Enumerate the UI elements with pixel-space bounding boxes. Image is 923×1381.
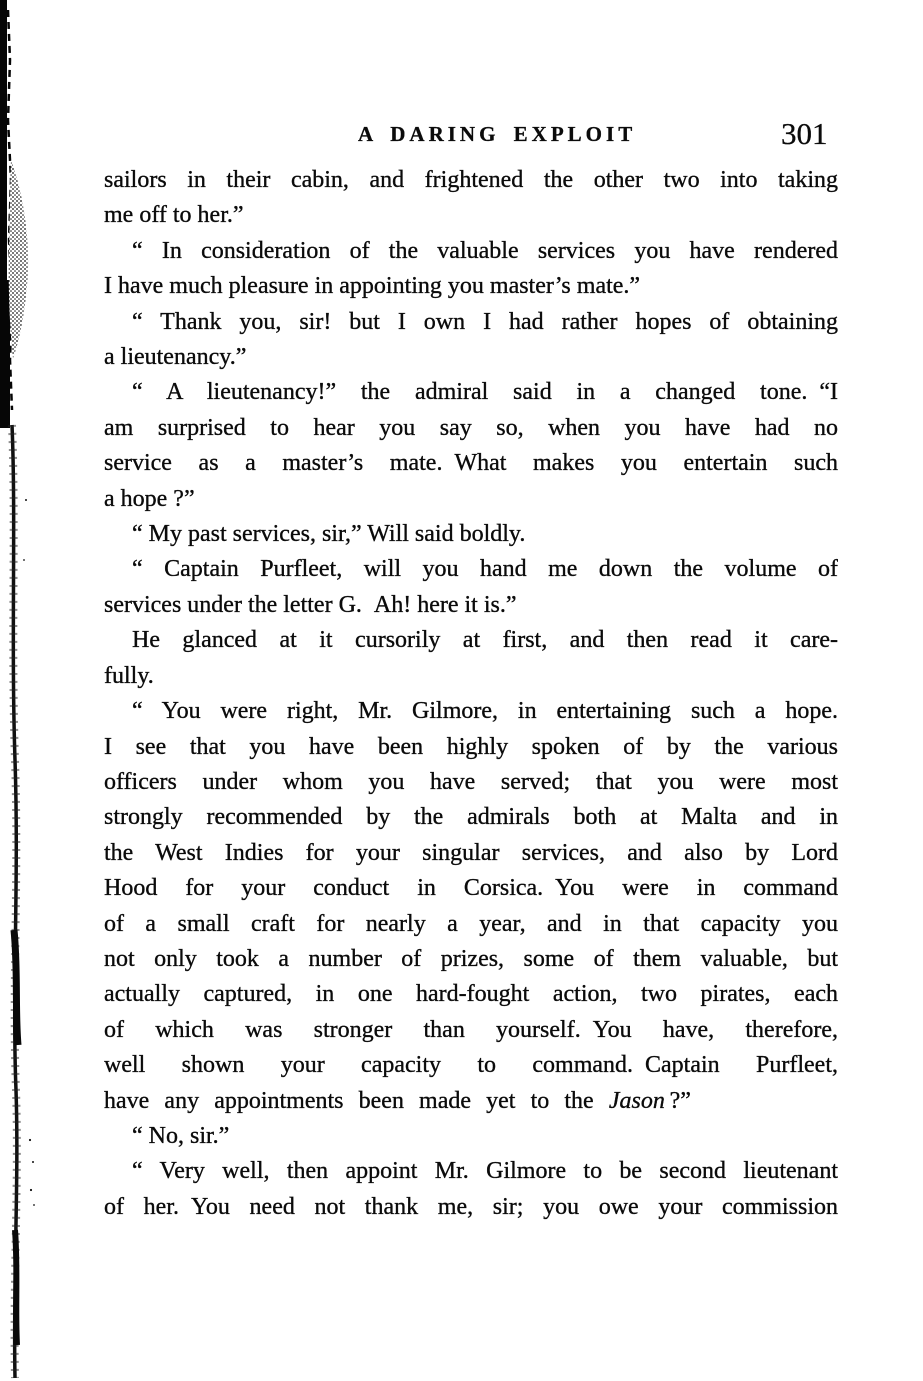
line-segment: ?” [664, 1087, 691, 1114]
text-line: sailors in their cabin, and frightened the other two into taking [104, 167, 838, 193]
text-line: He glanced at it cursorily at first, and then read it care- [132, 627, 838, 654]
paragraph [104, 552, 838, 623]
text-line: well shown your capacity to command. Captain Purfleet, [104, 1052, 838, 1079]
text-line: “ No, sir.” [132, 1122, 230, 1149]
paragraph [104, 163, 838, 234]
paragraph [104, 1154, 838, 1225]
text-line: fully. [104, 662, 154, 689]
paragraph [104, 623, 838, 694]
paragraph [104, 375, 838, 517]
text-line: of her. You need not thank me, sir; you owe your commission [104, 1193, 838, 1220]
text-line: a hope ?” [104, 485, 195, 512]
text-line: “ Thank you, sir! but I own I had rather hopes of obtaining [132, 308, 838, 335]
paragraph [104, 305, 838, 376]
text-line: “ A lieutenancy!” the admiral said in a changed tone. “I [132, 379, 838, 406]
scan-binding-artifact [0, 0, 48, 1381]
text-line: Hood for your conduct in Corsica. You were in command [104, 875, 838, 902]
text-line: a lieutenancy.” [104, 344, 247, 371]
paragraph [104, 694, 838, 1119]
ship-name-italic: Jason [608, 1087, 665, 1114]
text-line: services under the letter G. Ah! here it is.” [104, 591, 517, 618]
page-number: 301 [781, 116, 828, 151]
text-line: me off to her.” [104, 202, 244, 229]
text-line: actually captured, in one hard-fought action, two pirates, each [104, 981, 838, 1008]
text-line: officers under whom you have served; that you were most [104, 768, 838, 795]
text-line [104, 1084, 838, 1119]
text-line: “ My past services, sir,” Will said boldly. [132, 521, 526, 548]
text-line: service as a master’s mate. What makes you entertain such [104, 450, 838, 477]
text-line: “ Captain Purfleet, will you hand me down the volume of [132, 556, 838, 583]
text-line: the West Indies for your singular services, and also by Lord [104, 839, 838, 866]
text-line: “ Very well, then appoint Mr. Gilmore to be second lieutenant [132, 1158, 838, 1185]
text-block [104, 163, 838, 1225]
text-line: I see that you have been highly spoken of by the various [104, 733, 838, 760]
text-line: “ In consideration of the valuable services you have rendered [132, 237, 838, 264]
text-line: I have much pleasure in appointing you master’s mate.” [104, 273, 641, 300]
text-line: strongly recommended by the admirals both at Malta and in [104, 804, 838, 831]
paragraph [104, 517, 838, 552]
running-title: A DARING EXPLOIT [358, 122, 637, 146]
text-line: am surprised to hear you say so, when you have had no [104, 414, 838, 441]
text-line: not only took a number of prizes, some of them valuable, but [104, 945, 838, 972]
paragraph [104, 234, 838, 305]
text-line: of which was stronger than yourself. You have, therefore, [104, 1016, 838, 1043]
line-segment: have any appointments been made yet to the [104, 1087, 609, 1114]
paragraph [104, 1119, 838, 1154]
text-line: “ You were right, Mr. Gilmore, in entertaining such a hope. [132, 698, 838, 725]
text-line: of a small craft for nearly a year, and in that capacity you [104, 910, 838, 937]
